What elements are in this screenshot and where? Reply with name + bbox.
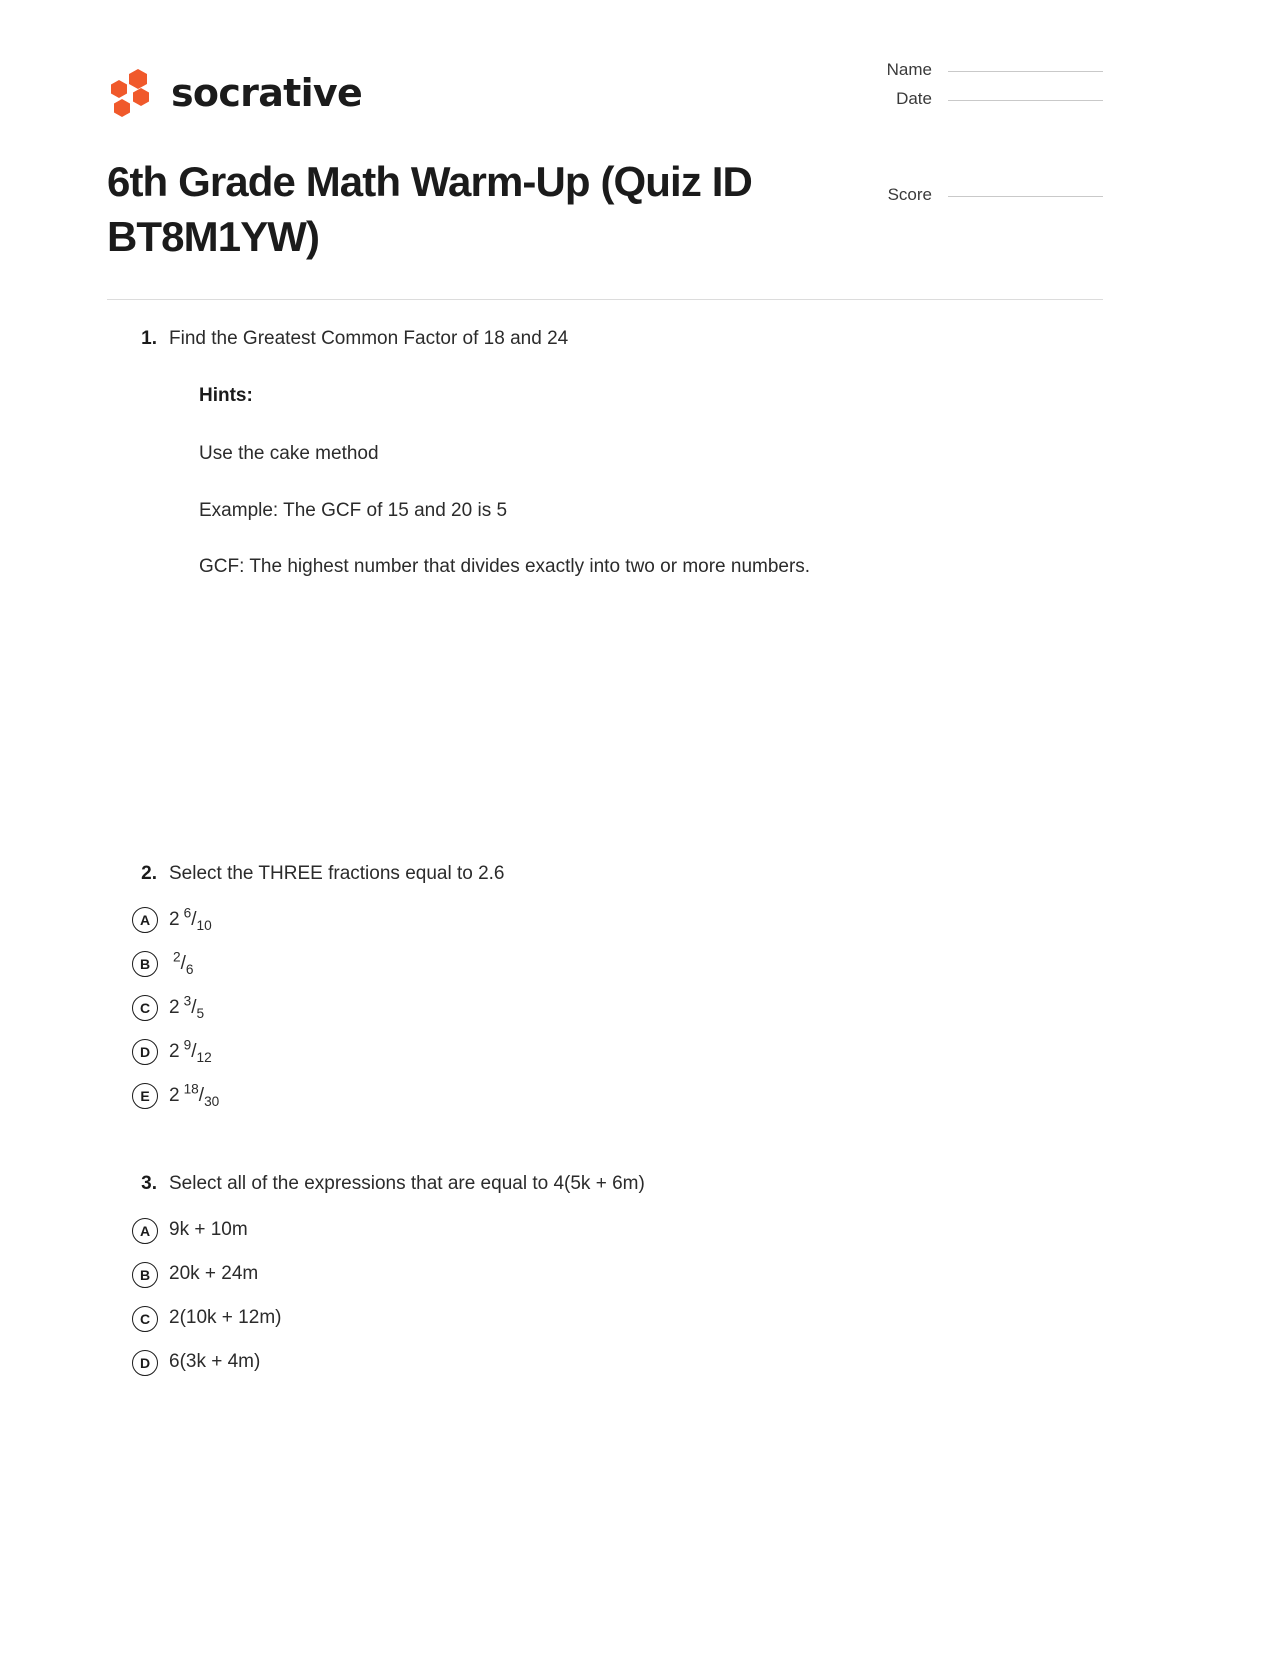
option-2-e[interactable] bbox=[107, 1074, 1103, 1118]
student-fields bbox=[863, 60, 1103, 214]
fraction-slash: / bbox=[191, 908, 197, 930]
option-text bbox=[169, 1039, 212, 1066]
option-text: 9k + 10m bbox=[169, 1219, 248, 1241]
score-write-line[interactable] bbox=[948, 196, 1103, 197]
option-letter-icon: B bbox=[132, 1262, 158, 1288]
question-3-text: Select all of the expressions that are equal to 4(5k + 6m) bbox=[169, 1173, 645, 1194]
option-3-b[interactable] bbox=[107, 1253, 1103, 1297]
mixed-whole: 2 bbox=[169, 1040, 180, 1062]
question-3 bbox=[107, 1170, 1103, 1385]
option-text: 6(3k + 4m) bbox=[169, 1351, 261, 1373]
option-letter-icon: B bbox=[132, 951, 158, 977]
question-1 bbox=[107, 325, 1103, 860]
question-1-header bbox=[107, 325, 1103, 354]
option-letter-icon: E bbox=[132, 1083, 158, 1109]
option-text bbox=[169, 907, 212, 934]
page-title: 6th Grade Math Warm-Up (Quiz ID BT8M1YW) bbox=[107, 158, 752, 261]
question-spacer bbox=[107, 1118, 1103, 1170]
option-letter-icon: A bbox=[132, 907, 158, 933]
option-letter-icon: C bbox=[132, 1306, 158, 1332]
option-2-d[interactable] bbox=[107, 1030, 1103, 1074]
mixed-whole: 2 bbox=[169, 996, 180, 1018]
option-letter-icon: C bbox=[132, 995, 158, 1021]
fraction-slash: / bbox=[198, 1084, 205, 1106]
hint-line-2: Example: The GCF of 15 and 20 is 5 bbox=[199, 499, 508, 521]
option-3-d[interactable] bbox=[107, 1341, 1103, 1385]
question-1-answer-space[interactable] bbox=[107, 582, 1103, 860]
mixed-whole: 2 bbox=[169, 1084, 180, 1106]
option-text bbox=[169, 951, 194, 978]
socrative-hexagons-icon bbox=[107, 68, 155, 118]
date-field-row bbox=[863, 89, 1103, 118]
question-1-number: 1. bbox=[141, 328, 157, 349]
option-bullet bbox=[107, 1262, 169, 1288]
score-field-row bbox=[863, 185, 1103, 214]
question-2-number: 2. bbox=[141, 862, 157, 884]
option-letter-icon: A bbox=[132, 1218, 158, 1244]
fraction-slash: / bbox=[191, 1040, 197, 1062]
hint-line-3: GCF: The highest number that divides exactly into two or more numbers. bbox=[199, 556, 811, 577]
header-divider bbox=[107, 299, 1103, 300]
fraction-denominator: 5 bbox=[196, 1005, 205, 1021]
brand-name: socrative bbox=[171, 71, 363, 115]
option-bullet bbox=[107, 1083, 169, 1109]
page-header bbox=[107, 60, 1103, 300]
name-write-line[interactable] bbox=[948, 71, 1103, 72]
question-2 bbox=[107, 860, 1103, 1119]
brand-logo bbox=[107, 68, 362, 118]
option-2-b[interactable] bbox=[107, 942, 1103, 986]
option-bullet bbox=[107, 1218, 169, 1244]
hints-label: Hints: bbox=[199, 384, 253, 406]
option-3-a[interactable] bbox=[107, 1209, 1103, 1253]
question-3-header bbox=[107, 1170, 1103, 1199]
question-3-options bbox=[107, 1209, 1103, 1385]
question-3-number: 3. bbox=[141, 1173, 157, 1194]
option-bullet bbox=[107, 1039, 169, 1065]
date-label: Date bbox=[896, 89, 932, 108]
fraction-slash: / bbox=[191, 996, 197, 1018]
option-text bbox=[169, 995, 204, 1022]
name-field-row bbox=[863, 60, 1103, 89]
option-letter-icon: D bbox=[132, 1039, 158, 1065]
fraction-denominator: 30 bbox=[204, 1093, 220, 1109]
questions-list bbox=[107, 325, 1103, 1385]
option-bullet bbox=[107, 1306, 169, 1332]
fraction-numerator: 3 bbox=[183, 993, 192, 1009]
option-text: 20k + 24m bbox=[169, 1263, 259, 1285]
fraction-denominator: 10 bbox=[196, 917, 212, 933]
option-bullet bbox=[107, 951, 169, 977]
fraction-numerator: 2 bbox=[173, 949, 181, 965]
mixed-whole: 2 bbox=[169, 908, 180, 930]
question-2-header bbox=[107, 860, 1103, 889]
date-write-line[interactable] bbox=[948, 100, 1103, 101]
question-2-options bbox=[107, 898, 1103, 1118]
fraction-denominator: 12 bbox=[196, 1049, 212, 1065]
option-2-a[interactable] bbox=[107, 898, 1103, 942]
name-label: Name bbox=[886, 60, 932, 79]
option-bullet bbox=[107, 907, 169, 933]
option-bullet bbox=[107, 1350, 169, 1376]
question-1-text: Find the Greatest Common Factor of 18 and 24 bbox=[169, 328, 569, 349]
option-2-c[interactable] bbox=[107, 986, 1103, 1030]
fraction-denominator: 6 bbox=[185, 961, 194, 977]
score-label: Score bbox=[887, 185, 932, 204]
option-text bbox=[169, 1083, 219, 1110]
hint-line-1: Use the cake method bbox=[199, 443, 379, 464]
option-3-c[interactable] bbox=[107, 1297, 1103, 1341]
question-2-text: Select the THREE fractions equal to 2.6 bbox=[169, 862, 505, 884]
question-1-hints bbox=[199, 354, 1103, 582]
fraction-numerator: 9 bbox=[183, 1037, 192, 1053]
option-text: 2(10k + 12m) bbox=[169, 1307, 282, 1329]
fraction-numerator: 18 bbox=[183, 1081, 199, 1097]
option-letter-icon: D bbox=[132, 1350, 158, 1376]
fraction-numerator: 6 bbox=[183, 905, 192, 921]
option-bullet bbox=[107, 995, 169, 1021]
fraction-slash: / bbox=[180, 952, 186, 974]
